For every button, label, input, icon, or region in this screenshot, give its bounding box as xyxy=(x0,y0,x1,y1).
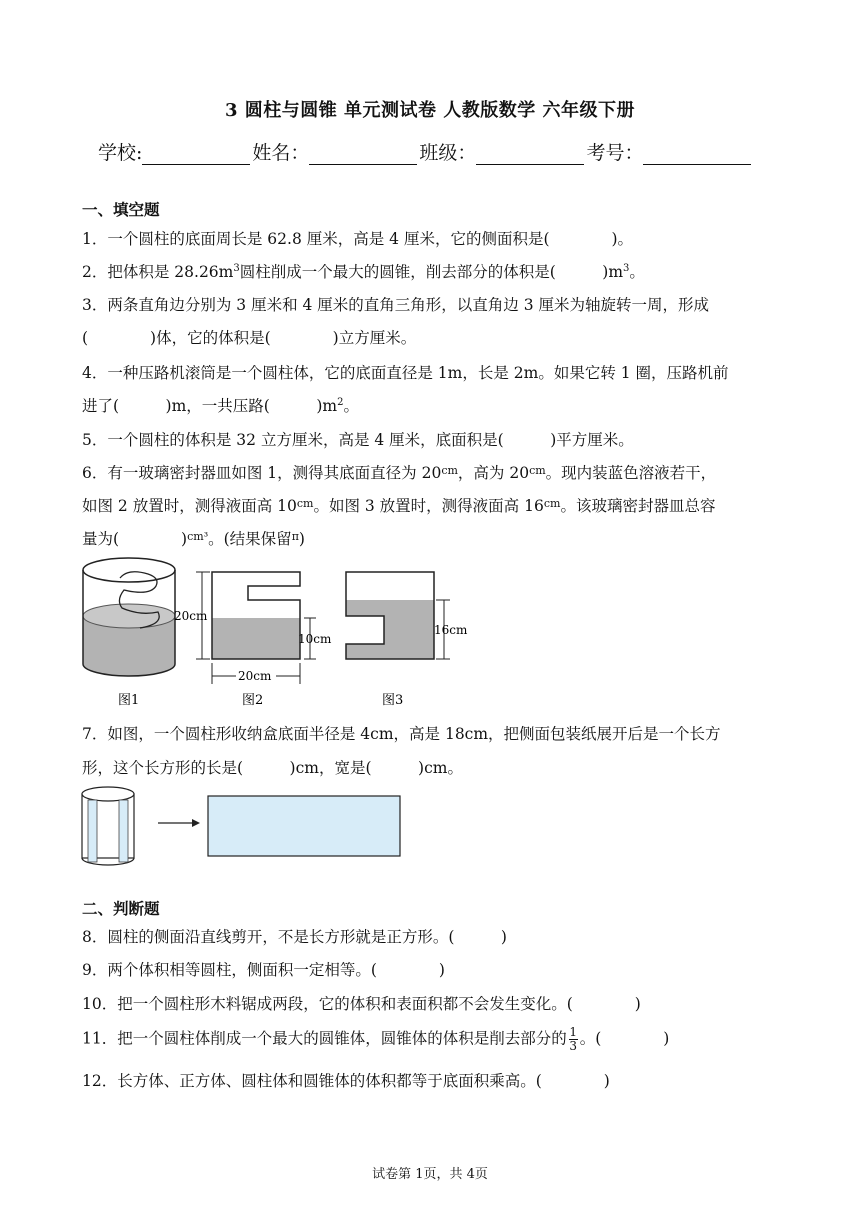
question-2 xyxy=(82,260,645,282)
question-9: 9．两个体积相等圆柱，侧面积一定相等。( ) xyxy=(82,961,445,979)
question-12: 12．长方体、正方体、圆柱体和圆锥体的体积都等于底面积乘高。( ) xyxy=(82,1072,610,1090)
q6-text-f: 。该玻璃密封器皿总容 xyxy=(560,497,716,515)
question-11-text-a: 11．把一个圆柱体削成一个最大的圆锥体，圆锥体的体积是削去部分的 xyxy=(82,1029,567,1048)
question-8: 8．圆柱的侧面沿直线剪开，不是长方形就是正方形。( ) xyxy=(82,928,507,946)
q6-unit-b: cm xyxy=(529,464,546,477)
question-6-line-3 xyxy=(82,527,305,549)
fig1-cylinder xyxy=(83,558,175,676)
question-4-line-2 xyxy=(82,394,359,416)
number-blank xyxy=(643,144,751,165)
fig2-shape xyxy=(196,572,316,684)
question-2-sup-a: 3 xyxy=(233,263,240,274)
q6-text-a: 6．有一玻璃密封器皿如图 1，测得其底面直径为 20 xyxy=(82,464,442,482)
question-5: 5．一个圆柱的体积是 32 立方厘米，高是 4 厘米，底面积是( )平方厘米。 xyxy=(82,431,634,449)
one-third-fraction xyxy=(569,1026,578,1053)
question-7-line-1: 7．如图，一个圆柱形收纳盒底面半径是 4cm，高是 18cm，把侧面包装纸展开后是一个长方 xyxy=(82,725,721,743)
question-6-line-1 xyxy=(82,461,716,483)
question-4-end: 。 xyxy=(343,397,359,415)
fig3-label: 图3 xyxy=(382,693,404,708)
question-4-sup: 2 xyxy=(337,397,344,408)
section-fill-blank-heading: 一、填空题 xyxy=(82,200,160,219)
class-label: 班级： xyxy=(419,142,477,164)
fig2-height-label: 20cm xyxy=(174,609,208,623)
question-2-text-a: 2．把体积是 28.26m xyxy=(82,263,234,281)
question-2-text-b: 圆柱削成一个最大的圆锥，削去部分的体积是( )m xyxy=(239,263,624,281)
question-6-figure xyxy=(78,556,478,712)
question-1: 1．一个圆柱的底面周长是 62.8 厘米，高是 4 厘米，它的侧面积是( )。 xyxy=(82,230,634,248)
question-11 xyxy=(82,1026,669,1053)
question-4-text: 进了( )m，一共压路( )m xyxy=(82,397,338,415)
q6-text-e: 。如图 3 放置时，测得液面高 16 xyxy=(313,497,544,515)
school-label: 学校: xyxy=(98,142,143,164)
q6-unit-a: cm xyxy=(441,464,458,477)
fig2-label: 图2 xyxy=(242,693,264,708)
q6-text-b: ，高为 20 xyxy=(457,464,530,482)
question-3-line-1: 3．两条直角边分别为 3 厘米和 4 厘米的直角三角形，以直角边 3 厘米为轴旋转一周，形成 xyxy=(82,296,710,314)
school-blank xyxy=(142,144,250,165)
fig2-width-label: 20cm xyxy=(238,669,272,683)
arrow-icon xyxy=(158,819,200,827)
q6-unit-e: cm³ xyxy=(187,530,209,543)
question-11-text-b: 。( ) xyxy=(579,1029,670,1048)
storage-box-cylinder xyxy=(82,787,134,865)
fig3-shape xyxy=(346,572,450,659)
q6-pi: π xyxy=(291,530,299,543)
q6-text-g: 量为( ) xyxy=(82,530,188,548)
question-7-figure xyxy=(78,784,408,866)
fig2-liquid-label: 10cm xyxy=(298,632,332,646)
fig1-label: 图1 xyxy=(118,693,140,708)
question-3-line-2: ( )体，它的体积是( )立方厘米。 xyxy=(82,329,417,347)
name-label: 姓名： xyxy=(252,142,310,164)
q6-text-h: 。(结果保留 xyxy=(208,530,292,548)
q6-unit-c: cm xyxy=(296,497,314,510)
question-10: 10．把一个圆柱形木料锯成两段，它的体积和表面积都不会发生变化。( ) xyxy=(82,995,641,1013)
fraction-numerator: 1 xyxy=(569,1025,578,1039)
name-blank xyxy=(309,144,417,165)
question-4-line-1: 4．一种压路机滚筒是一个圆柱体，它的底面直径是 1m，长是 2m。如果它转 1 圈，压路机前 xyxy=(82,364,729,382)
page-footer: 试卷第 1页，共 4页 xyxy=(372,1167,488,1182)
q6-unit-d: cm xyxy=(543,497,561,510)
class-blank xyxy=(476,144,584,165)
question-2-sup-b: 3 xyxy=(623,263,630,274)
q6-text-c: 。现内装蓝色溶液若干， xyxy=(545,464,717,482)
page-title: 3 圆柱与圆锥 单元测试卷 人教版数学 六年级下册 xyxy=(224,100,636,121)
number-label: 考号： xyxy=(586,142,644,164)
q6-text-i: ) xyxy=(298,530,305,548)
unrolled-rectangle xyxy=(208,796,400,856)
question-7-line-2: 形，这个长方形的长是( )cm，宽是( )cm。 xyxy=(82,759,463,777)
section-judgment-heading: 二、判断题 xyxy=(82,899,160,918)
fraction-denominator: 3 xyxy=(569,1039,578,1053)
question-2-end: 。 xyxy=(629,263,645,281)
question-6-line-2 xyxy=(82,494,715,516)
q6-text-d: 如图 2 放置时，测得液面高 10 xyxy=(82,497,297,515)
student-info-row xyxy=(98,138,753,165)
fig3-liquid-label: 16cm xyxy=(434,623,468,637)
